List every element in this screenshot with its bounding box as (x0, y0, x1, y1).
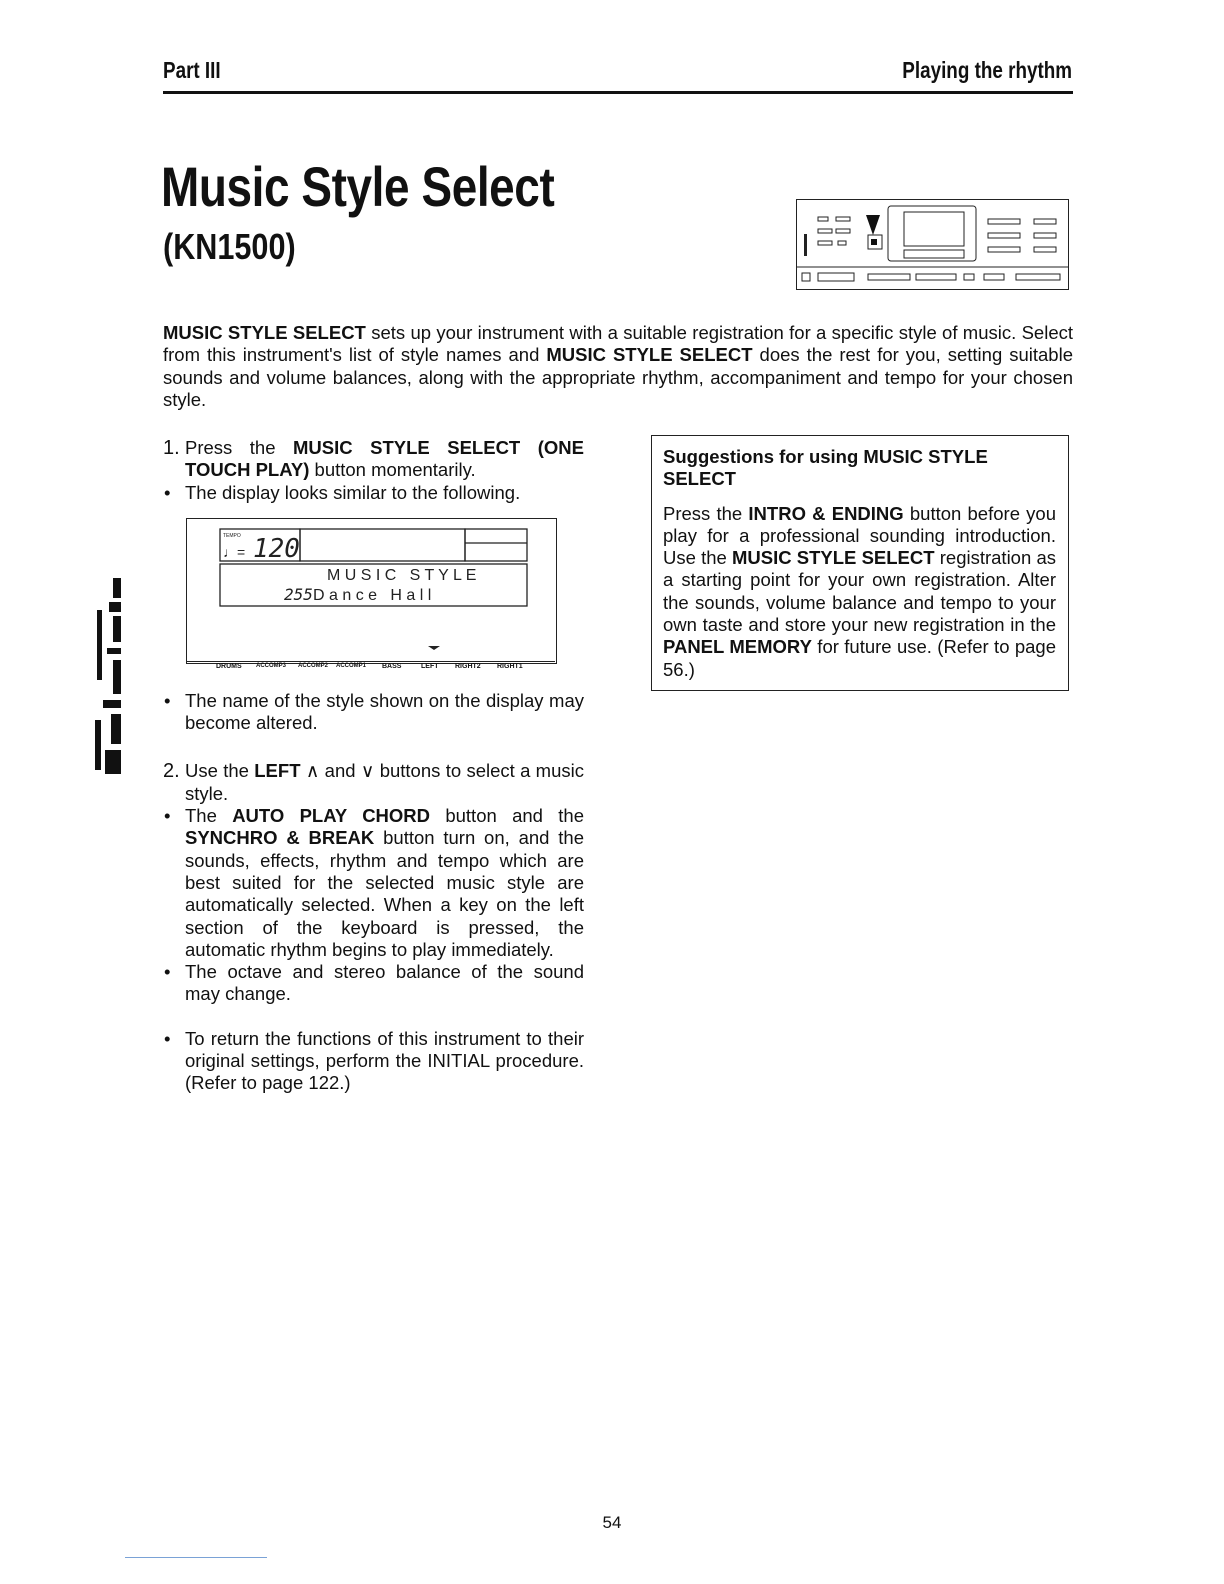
step-1 (163, 437, 584, 482)
intro-text-1: sets up your instrument with a suitable registration for a specific style of music. Select from this instrument's list of style names and (163, 322, 1074, 366)
bullet-text: button and the (430, 805, 584, 827)
lcd-part-accomp1: ACCOMP1 (336, 663, 367, 669)
lcd-part-labels (216, 663, 536, 673)
intro-bold-2: MUSIC STYLE SELECT (546, 344, 753, 366)
suggestions-text: for future use. (Refer to page 56.) (663, 636, 1057, 680)
page-title: Music Style Select (161, 155, 555, 218)
suggestions-bold: PANEL MEMORY (663, 636, 812, 658)
step-2-bullet-1 (163, 805, 584, 961)
panel-diagram (796, 199, 1069, 290)
page-number: 54 (602, 1513, 622, 1532)
step-2-bullet-2: • The octave and stereo balance of the sound may change. (163, 961, 584, 1006)
suggestions-text: button before you play for a professional sounding introduction. Use the (663, 502, 1057, 569)
step-2-bold: LEFT (254, 760, 301, 782)
header-part-label: Part III (163, 57, 221, 83)
suggestions-title: Suggestions for using MUSIC STYLE SELECT (663, 446, 988, 490)
footer-line (125, 1557, 267, 1558)
step-1-post: button momentarily. (309, 459, 476, 481)
suggestions-box (651, 435, 1069, 691)
lcd-graphic (187, 519, 555, 662)
lcd-part-bass: BASS (382, 663, 402, 670)
suggestions-bold: INTRO & ENDING (748, 502, 904, 524)
suggestions-body (663, 503, 1056, 681)
lcd-part-drums: DRUMS (216, 663, 242, 670)
lcd-part-right2: RIGHT2 (455, 663, 481, 670)
step-1-bullet-2: • The name of the style shown on the display may become altered. (163, 690, 584, 735)
lcd-style-number: 255 (284, 585, 313, 604)
lcd-tempo-label: TEMPO (223, 533, 241, 539)
bullet-bold: SYNCHRO & BREAK (185, 827, 375, 849)
step-1-bullet-1: • The display looks similar to the following. (163, 482, 584, 504)
header-section-title: Playing the rhythm (902, 57, 1072, 83)
step-1-pre: Press the (185, 437, 294, 458)
intro-text-2: does the rest for you, setting suitable sounds and volume balances, along with the appropriate rhythm, accompaniment and tempo for your chosen style. (163, 344, 1073, 410)
step-2 (163, 760, 584, 805)
lcd-line-1: M U S I C S T Y L E (327, 567, 477, 584)
page-subtitle: (KN1500) (163, 226, 296, 267)
lcd-part-left: LEFT (421, 663, 439, 670)
lcd-line-2: D a n c e H a l l (313, 587, 432, 604)
intro-bold-1: MUSIC STYLE SELECT (163, 322, 366, 343)
bullet-bold: AUTO PLAY CHORD (232, 805, 431, 827)
step-number: 2. (163, 760, 180, 783)
suggestions-text: registration as a starting point for your own registration. Alter the sounds, volume balance and tempo to your own taste and store your new registration in the (663, 547, 1056, 636)
bullet-text: button turn on, and the sounds, effects, rhythm and tempo which are best suited for the selected music style are automatically selected. When a key on the left section of the keyboard is pressed, the automatic rhythm begins to play immediately. (185, 827, 584, 960)
suggestions-text: Press the (663, 502, 749, 524)
suggestions-bold: MUSIC STYLE SELECT (731, 547, 935, 569)
lcd-indicator-arrow (428, 646, 440, 650)
lcd-note-glyph: ♩= (223, 544, 246, 560)
side-thumb-tab (93, 570, 123, 780)
step-1-bold: MUSIC STYLE SELECT (ONE TOUCH PLAY) (185, 437, 584, 481)
step-2-post: ∧ and ∨ buttons to select a music style. (185, 760, 584, 804)
lcd-part-right1: RIGHT1 (497, 663, 523, 670)
intro-paragraph (163, 322, 1073, 411)
lcd-part-accomp3: ACCOMP3 (256, 663, 287, 669)
step-number: 1. (163, 437, 180, 459)
lcd-tempo-value: 120 (253, 534, 300, 564)
lcd-display (186, 518, 557, 664)
step-2-bullet-3: • To return the functions of this instrument to their original settings, perform the INITIAL procedure. (Refer to page 122.) (163, 1028, 584, 1095)
lcd-part-accomp2: ACCOMP2 (298, 663, 329, 669)
header-rule (163, 91, 1073, 94)
step-2-pre: Use the (185, 760, 255, 782)
bullet-text: The (185, 805, 233, 827)
